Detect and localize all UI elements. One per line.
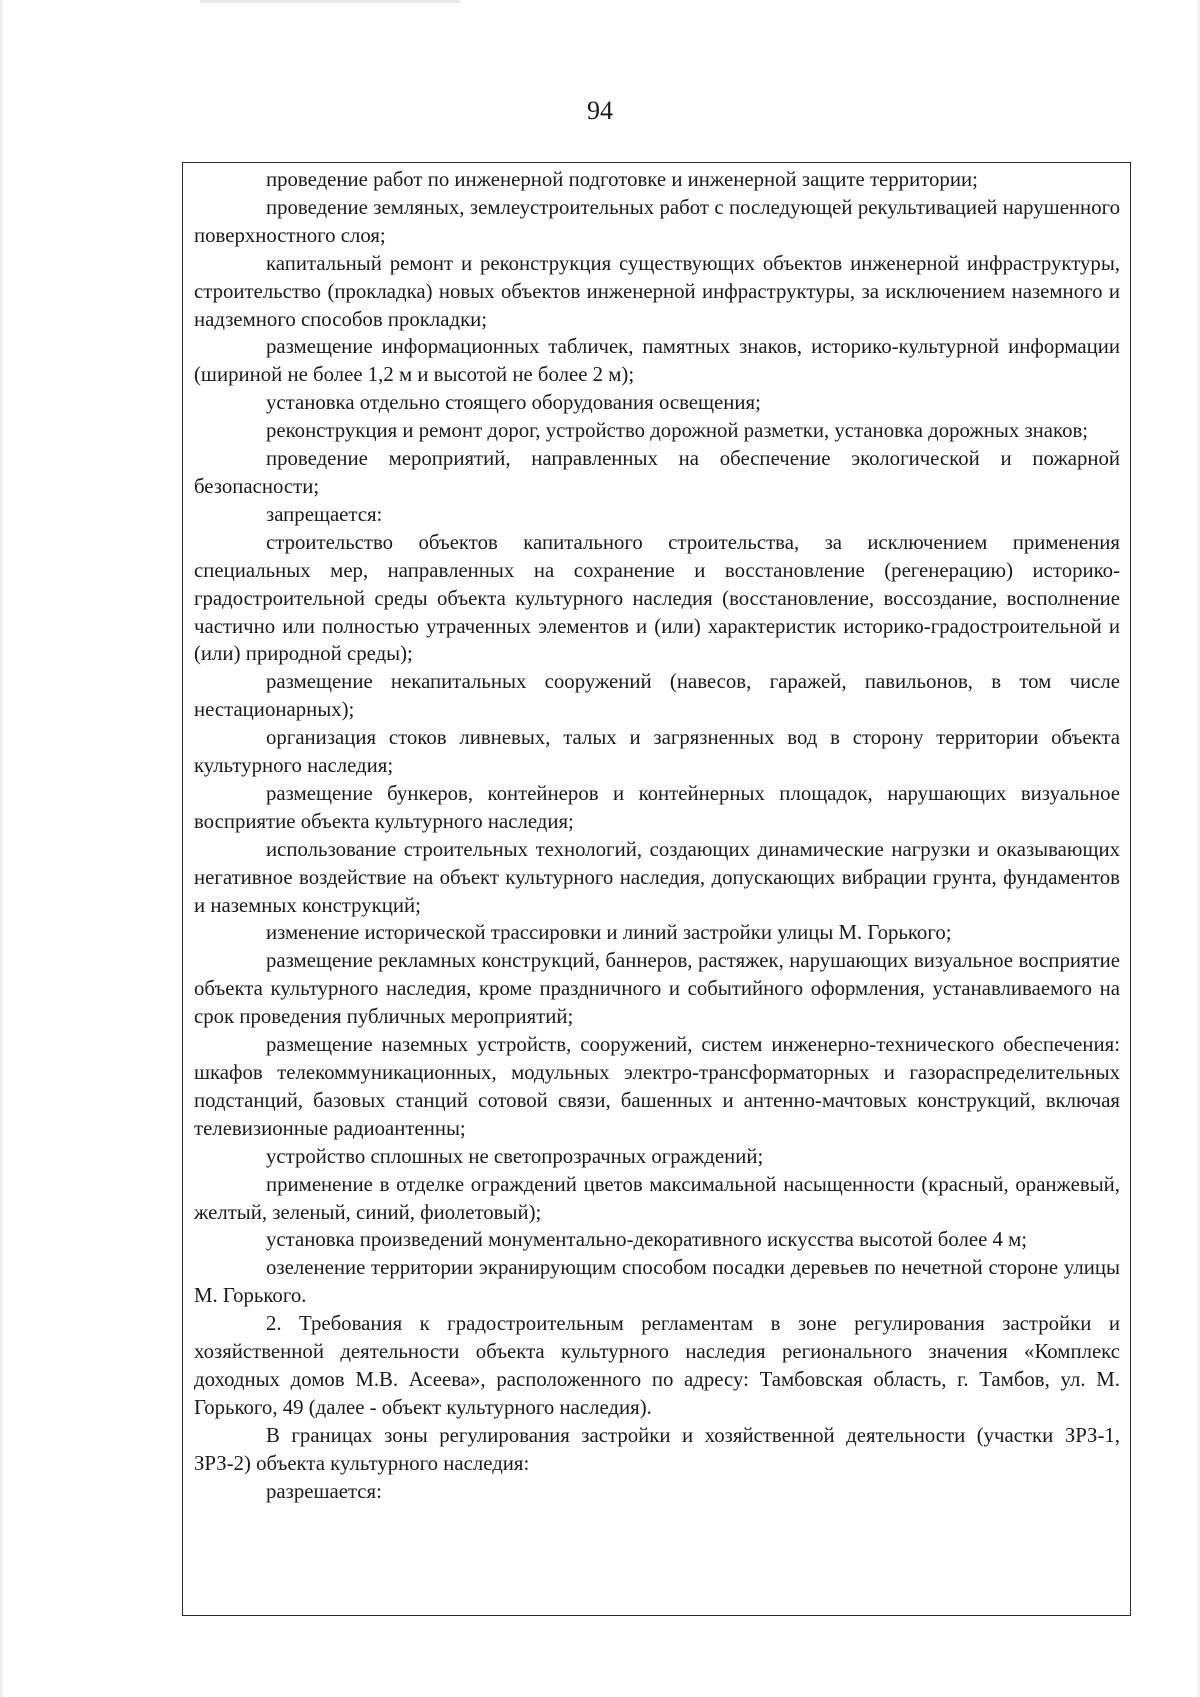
document-body	[194, 166, 1120, 1506]
paragraph: размещение рекламных конструкций, баннеров, растяжек, нарушающих визуальное восприятие объекта культурного наследия, кроме праздничного и событийного оформления, устанавливаемого на срок проведения публичных мероприятий;	[194, 949, 1120, 1029]
page-number: 94	[587, 96, 613, 125]
permitted-heading: разрешается:	[266, 1479, 382, 1503]
paragraph: реконструкция и ремонт дорог, устройство дорожной разметки, установка дорожных знаков;	[266, 419, 1089, 443]
paragraph: применение в отделке ограждений цветов максимальной насыщенности (красный, оранжевый, желтый, зеленый, синий, фиолетовый);	[194, 1172, 1120, 1224]
paragraph: установка отдельно стоящего оборудования освещения;	[266, 391, 761, 415]
paragraph: размещение информационных табличек, памятных знаков, историко-культурной информации (шириной не более 1,2 м и высотой не более 2 м);	[194, 335, 1120, 387]
paragraph: установка произведений монументально-декоративного искусства высотой более 4 м;	[266, 1228, 1028, 1252]
paragraph: организация стоков ливневых, талых и загрязненных вод в сторону территории объекта культурного наследия;	[194, 726, 1120, 778]
paragraph: размещение бункеров, контейнеров и контейнерных площадок, нарушающих визуальное восприятие объекта культурного наследия;	[194, 781, 1120, 833]
paragraph: устройство сплошных не светопрозрачных ограждений;	[266, 1144, 764, 1168]
scan-edge-left	[0, 0, 4, 1697]
paragraph: использование строительных технологий, создающих динамические нагрузки и оказывающих негативное воздействие на объект культурного наследия, допускающих вибрации грунта, фундаментов и наземных конструкций;	[194, 837, 1120, 917]
prohibited-heading: запрещается:	[266, 502, 383, 526]
section-paragraph: 2. Требования к градостроительным регламентам в зоне регулирования застройки и хозяйственной деятельности объекта культурного наследия регионального значения «Комплекс доходных домов М.В. Асеева», расположенного по адресу: Тамбовская область, г. Тамбов, ул. М. Горького, 49 (далее - объект культурного наследия).	[194, 1312, 1120, 1419]
paragraph: размещение наземных устройств, сооружений, систем инженерно-технического обеспечения: шкафов телекоммуникационных, модульных электро-трансформаторных и газораспределительных подстанций, базовых станций сотовой связи, башенных и антенно-мачтовых конструкций, включая телевизионные радиоантенны;	[194, 1033, 1120, 1140]
paragraph: строительство объектов капитального строительства, за исключением применения специальных мер, направленных на сохранение и восстановление (регенерацию) историко-градостроительной среды объекта культурного наследия (восстановление, воссоздание, восполнение частично или полностью утраченных элементов и (или) характеристик историко-градостроительной и (или) природной среды);	[194, 530, 1120, 666]
content-frame	[182, 162, 1131, 1616]
paragraph: проведение мероприятий, направленных на обеспечение экологической и пожарной безопасности;	[194, 447, 1120, 498]
paragraph: проведение земляных, землеустроительных работ с последующей рекультивацией нарушенного поверхностного слоя;	[194, 195, 1120, 247]
paragraph: В границах зоны регулирования застройки и хозяйственной деятельности (участки ЗРЗ-1, ЗРЗ-2) объекта культурного наследия:	[194, 1423, 1120, 1475]
paragraph: размещение некапитальных сооружений (навесов, гаражей, павильонов, в том числе нестационарных);	[194, 670, 1120, 722]
paragraph: изменение исторической трассировки и линий застройки улицы М. Горького;	[266, 921, 952, 945]
paragraph: проведение работ по инженерной подготовке и инженерной защите территории;	[266, 168, 978, 191]
paragraph: озеленение территории экранирующим способом посадки деревьев по нечетной стороне улицы М. Горького.	[194, 1256, 1120, 1308]
scan-edge-right	[1196, 0, 1200, 1697]
paragraph: капитальный ремонт и реконструкция существующих объектов инженерной инфраструктуры, строительство (прокладка) новых объектов инженерной инфраструктуры, за исключением наземного и надземного способов прокладки;	[194, 251, 1120, 331]
scan-artifact	[200, 0, 460, 3]
